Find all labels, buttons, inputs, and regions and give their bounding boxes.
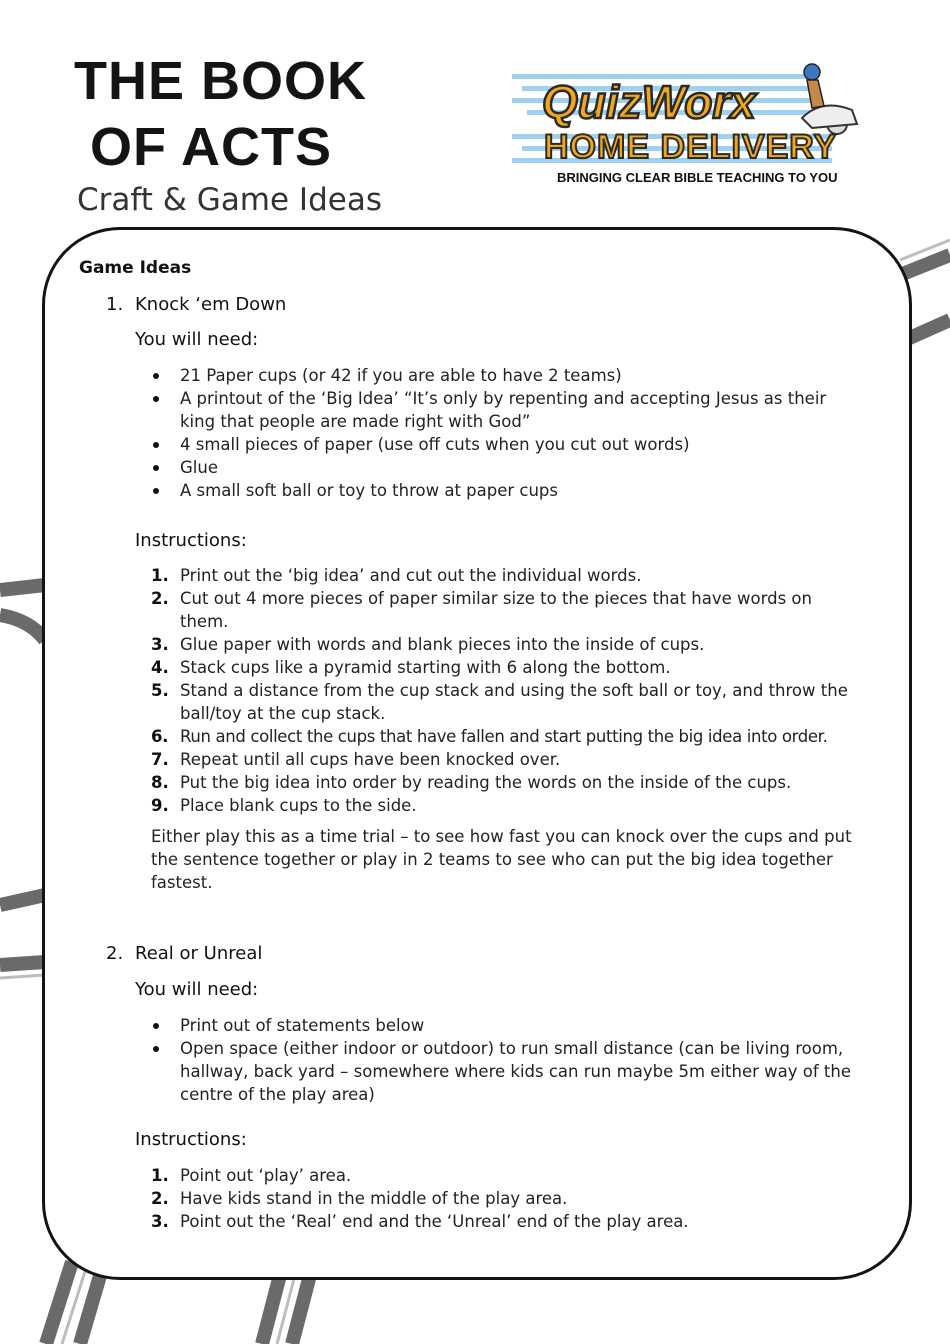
- step-number: 3.: [151, 635, 169, 654]
- game-2-instructions-heading: Instructions:: [135, 1129, 247, 1150]
- step-number: 3.: [151, 1212, 169, 1231]
- page-title: [74, 48, 367, 180]
- list-item: [151, 633, 876, 656]
- step-number: 5.: [151, 681, 169, 700]
- step-number: 1.: [151, 1166, 169, 1185]
- list-item: [151, 679, 876, 725]
- title-line-2: OF ACTS: [90, 117, 332, 177]
- list-item: [151, 748, 876, 771]
- step-number: 2.: [151, 589, 169, 608]
- list-item: [151, 656, 876, 679]
- game-2-steps-list: [151, 1164, 876, 1233]
- step-text: Point out ‘play’ area.: [180, 1166, 352, 1185]
- list-item: Print out of statements below: [151, 1014, 876, 1037]
- step-number: 2.: [151, 1189, 169, 1208]
- step-text: Repeat until all cups have been knocked over.: [180, 750, 561, 769]
- step-text: Place blank cups to the side.: [180, 796, 417, 815]
- step-number: 7.: [151, 750, 169, 769]
- list-item: [151, 587, 876, 633]
- logo-tagline: BRINGING CLEAR BIBLE TEACHING TO YOU: [557, 170, 838, 185]
- list-item: [151, 725, 876, 748]
- list-item: 4 small pieces of paper (use off cuts when you cut out words): [151, 433, 876, 456]
- quizworx-logo: [512, 58, 862, 188]
- logo-graphic: [512, 58, 862, 166]
- step-text: Cut out 4 more pieces of paper similar size to the pieces that have words on them.: [180, 589, 812, 631]
- step-text: Run and collect the cups that have fallen and start putting the big idea into order.: [180, 727, 828, 746]
- game-2-needs-list: [151, 1014, 876, 1106]
- game-1-title-text: Knock ‘em Down: [135, 294, 287, 315]
- step-text: Stand a distance from the cup stack and using the soft ball or toy, and throw the ball/toy at the cup stack.: [180, 681, 848, 723]
- step-number: 4.: [151, 658, 169, 677]
- scooter-icon: [802, 64, 857, 134]
- list-item: A printout of the ‘Big Idea’ “It’s only by repenting and accepting Jesus as their king that people are made right with God”: [151, 387, 876, 433]
- logo-text-home-delivery: HOME DELIVERY: [544, 128, 838, 166]
- title-line-1: THE BOOK: [74, 51, 368, 111]
- list-item: Open space (either indoor or outdoor) to run small distance (can be living room, hallway, back yard – somewhere where kids can run maybe 5m either way of the centre of the play area): [151, 1037, 876, 1106]
- list-item: A small soft ball or toy to throw at paper cups: [151, 479, 876, 502]
- step-number: 1.: [151, 566, 169, 585]
- list-item: [151, 771, 876, 794]
- step-text: Glue paper with words and blank pieces into the inside of cups.: [180, 635, 705, 654]
- step-text: Put the big idea into order by reading the words on the inside of the cups.: [180, 773, 792, 792]
- step-text: Have kids stand in the middle of the play area.: [180, 1189, 568, 1208]
- game-2-number: 2.: [106, 943, 124, 964]
- game-1-title: [106, 294, 286, 315]
- game-2-title: [106, 943, 262, 964]
- list-item: Glue: [151, 456, 876, 479]
- logo-text-quizworx: QuizWorx: [542, 76, 756, 128]
- game-2-title-text: Real or Unreal: [135, 943, 263, 964]
- step-number: 8.: [151, 773, 169, 792]
- game-1-instructions-heading: Instructions:: [135, 530, 247, 551]
- game-1-number: 1.: [106, 294, 124, 315]
- page-subtitle: Craft & Game Ideas: [77, 182, 382, 218]
- list-item: 21 Paper cups (or 42 if you are able to have 2 teams): [151, 364, 876, 387]
- list-item: [151, 564, 876, 587]
- list-item: [151, 1210, 876, 1233]
- section-heading: Game Ideas: [79, 258, 192, 278]
- game-1-need-heading: You will need:: [135, 329, 259, 350]
- game-2-need-heading: You will need:: [135, 979, 259, 1000]
- list-item: [151, 1164, 876, 1187]
- step-number: 9.: [151, 796, 169, 815]
- game-1-steps-list: [151, 564, 876, 817]
- step-text: Stack cups like a pyramid starting with 6 along the bottom.: [180, 658, 671, 677]
- list-item: [151, 1187, 876, 1210]
- step-number: 6.: [151, 727, 169, 746]
- step-text: Point out the ‘Real’ end and the ‘Unreal’ end of the play area.: [180, 1212, 689, 1231]
- step-text: Print out the ‘big idea’ and cut out the individual words.: [180, 566, 642, 585]
- game-1-note: Either play this as a time trial – to see how fast you can knock over the cups and put the sentence together or play in 2 teams to see who can put the big idea together fastest.: [151, 827, 852, 892]
- game-1-needs-list: [151, 364, 876, 502]
- list-item: [151, 794, 876, 817]
